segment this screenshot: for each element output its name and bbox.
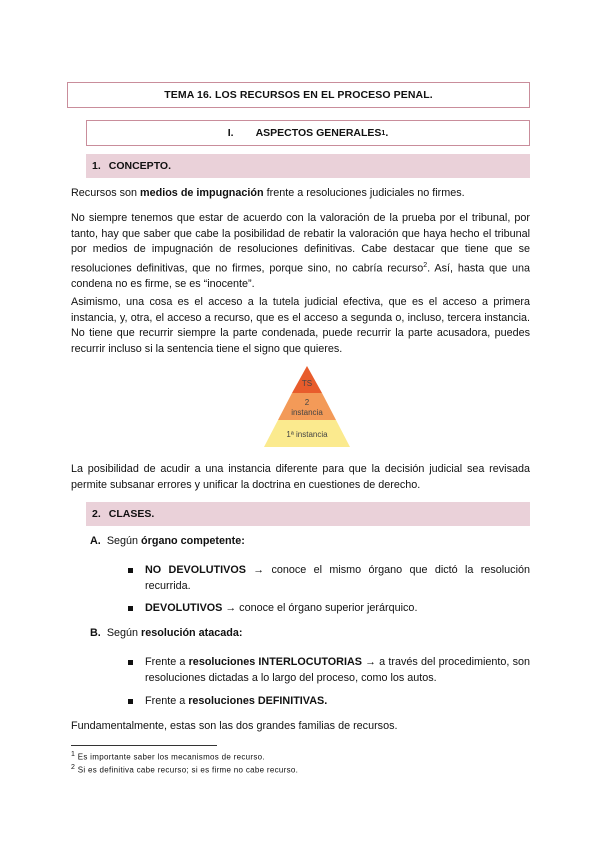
section-label: ASPECTOS GENERALES <box>255 127 382 139</box>
paragraph-closing <box>71 719 530 735</box>
subheading-organo-bold: órgano competente: <box>141 535 245 547</box>
acceso-text: Asimismo, una cosa es el acceso a la tutela judicial efectiva, que es el acceso a primera instancia, y, otra, el acceso a recurso, que es el acceso a segunda o, incluso, tercera instancia. No tiene que recurrir siempre la parte condenada, puede recurrir la parte acusadora, puedes recurrir incluso si la sentencia tiene el signo que quieres. <box>71 296 530 355</box>
bullet-square-icon <box>128 699 133 704</box>
heading-concepto-number: 1. <box>92 160 101 172</box>
definition-pre: Recursos son <box>71 187 141 199</box>
subheading-resolucion-pre: Según <box>106 627 142 639</box>
subheading-organo <box>90 535 245 547</box>
footnote-2 <box>71 764 298 775</box>
section-number: I. <box>227 127 234 139</box>
interlocutorias-bold: resoluciones INTERLOCUTORIAS <box>188 656 362 668</box>
definition-bold: medios de impugnación <box>140 187 264 199</box>
document-title <box>67 82 530 108</box>
definitivas-pre: Frente a <box>145 695 189 707</box>
subheading-resolucion-bold: resolución atacada: <box>141 627 243 639</box>
list-item-interlocutorias <box>128 655 530 686</box>
list-item-definitivas <box>128 694 530 710</box>
valoracion-post: . Así, hasta que una condena no es firme, se es “inocente”. <box>71 262 531 290</box>
heading-clases <box>86 502 530 526</box>
document-title-text: TEMA 16. LOS RECURSOS EN EL PROCESO PENAL. <box>164 89 433 101</box>
footnote-2-number: 2 <box>71 764 76 771</box>
paragraph-definition <box>71 186 530 202</box>
subheading-organo-letter: A. <box>90 535 101 547</box>
devolutivos-bold: DEVOLUTIVOS <box>145 602 223 614</box>
bullet-square-icon <box>128 568 133 573</box>
paragraph-acceso <box>71 295 530 357</box>
heading-concepto <box>86 154 530 178</box>
subheading-resolucion <box>90 627 242 639</box>
posibilidad-text: La posibilidad de acudir a una instancia diferente para que la decisión judicial sea revisada permite subsanar errores y unificar la doctrina en cuestiones de derecho. <box>71 463 530 491</box>
footnote-ref-2[interactable]: 2 <box>423 261 428 269</box>
paragraph-posibilidad <box>71 462 530 493</box>
bullet-square-icon <box>128 660 133 665</box>
footnote-ref-1[interactable]: 1 <box>381 129 386 137</box>
footnote-1-text: Es importante saber los mecanismos de recurso. <box>75 752 265 762</box>
pyramid-mid-label-1: 2 <box>304 398 310 407</box>
footnote-separator <box>71 745 217 746</box>
footnote-2-text: Si es definitiva cabe recurso; si es firme no cabe recurso. <box>75 765 299 775</box>
subheading-resolucion-letter: B. <box>90 627 101 639</box>
definition-post: frente a resoluciones judiciales no firmes. <box>263 187 465 199</box>
no-devolutivos-bold: NO DEVOLUTIVOS <box>145 564 246 576</box>
closing-text: Fundamentalmente, estas son las dos grandes familias de recursos. <box>71 720 398 732</box>
section-trail: . <box>385 127 389 139</box>
valoracion-text: No siempre tenemos que estar de acuerdo con la valoración de la prueba por el tribunal, por tanto, hay que saber que cabe la posibilidad de rebatir la valoración que haya hecho el tribunal por medios de impugnación de resoluciones definitivas. Cabe destacar que tiene que se resoluciones definitivas, que no firmes, porque sino, no cabría recurso <box>71 212 530 275</box>
pyramid-base-label: 1ª instancia <box>286 430 328 439</box>
no-devolutivos-text: → conoce el mismo órgano que dictó la resolución recurrida. <box>145 564 530 592</box>
interlocutorias-text: → a través del procedimiento, son resoluciones dictadas a lo largo del proceso, como los autos. <box>145 656 530 684</box>
footnote-1 <box>71 751 265 762</box>
heading-concepto-label: CONCEPTO. <box>108 160 171 172</box>
list-item-no-devolutivos <box>128 563 530 594</box>
instance-pyramid <box>262 366 352 448</box>
list-item-devolutivos <box>128 601 530 617</box>
pyramid-top-label: TS <box>301 379 313 388</box>
interlocutorias-pre: Frente a <box>145 656 189 668</box>
footnote-1-number: 1 <box>71 751 76 758</box>
pyramid-mid-label-2: instancia <box>291 408 323 417</box>
heading-clases-number: 2. <box>92 508 101 520</box>
devolutivos-text: → conoce el órgano superior jerárquico. <box>222 602 418 614</box>
section-heading <box>86 120 530 146</box>
heading-clases-label: CLASES. <box>108 508 155 520</box>
definitivas-bold: resoluciones DEFINITIVAS. <box>188 695 328 707</box>
bullet-square-icon <box>128 606 133 611</box>
subheading-organo-pre: Según <box>106 535 142 547</box>
paragraph-valoracion <box>71 211 530 292</box>
